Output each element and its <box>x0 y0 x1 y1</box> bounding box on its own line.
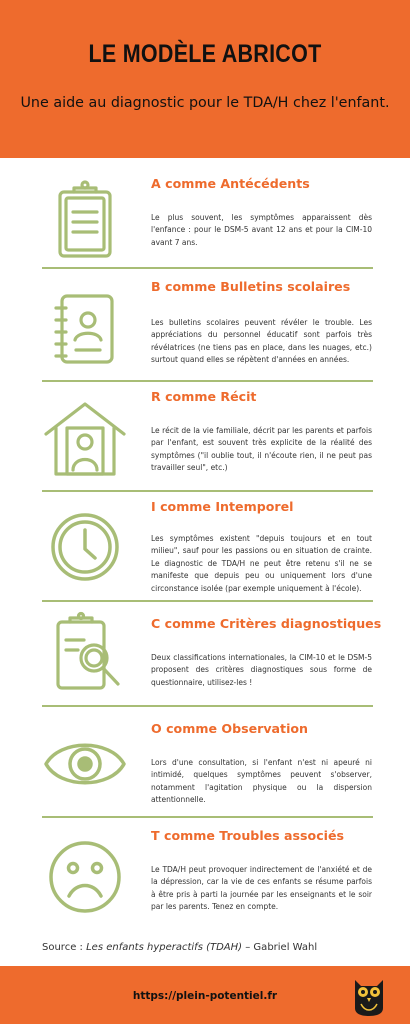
section-divider <box>42 600 373 602</box>
eye-icon <box>42 721 128 807</box>
section-text: Les bulletins scolaires peuvent révéler le trouble. Les appréciations du personnel éducatif sont parfois très révélatrices (ne tiens pas en place, dans les nuages, etc.) surtout quand elles se répètent d'années en années. <box>151 318 372 365</box>
page-subtitle: Une aide au diagnostic pour le TDA/H chez l'enfant. <box>20 95 390 111</box>
section-title: I comme Intemporel <box>151 499 294 514</box>
notebook-icon <box>42 286 128 372</box>
section-title: B comme Bulletins scolaires <box>151 279 351 294</box>
clipboard-search-icon <box>42 610 128 696</box>
source-label: Source : <box>42 942 83 953</box>
page-title: LE MODÈLE ABRICOT <box>88 40 322 68</box>
section-title: C comme Critères diagnostiques <box>151 616 382 631</box>
section-title: A comme Antécédents <box>151 176 310 191</box>
section-divider <box>42 380 373 382</box>
source-book: Les enfants hyperactifs (TDAH) <box>86 942 243 953</box>
section-title: O comme Observation <box>151 721 309 736</box>
section-text: Lors d'une consultation, si l'enfant n'est ni apeuré ni intimidé, quelques symptômes peuvent s'observer, notamment l'agitation physique ou la dispersion attentionnelle. <box>151 758 372 805</box>
clipboard-icon <box>42 178 128 264</box>
source-author: – Gabriel Wahl <box>242 942 318 953</box>
section-title: R comme Récit <box>151 389 257 404</box>
section-divider <box>42 816 373 818</box>
house-person-icon <box>42 396 128 482</box>
section-divider <box>42 705 373 707</box>
section-title: T comme Troubles associés <box>151 828 345 843</box>
owl-logo-icon <box>347 972 391 1018</box>
section-text: Les symptômes existent "depuis toujours et en tout milieu", sauf pour les passions ou en situation de crainte. Le diagnostic de TDA/H ne peut être retenu s'il ne se manifeste que depuis peu ou uniquement lors d'une circonstance isolée (par exemple uniquement à l'école). <box>151 534 372 593</box>
source-citation <box>42 942 317 953</box>
website-link[interactable]: https://plein-potentiel.fr <box>132 990 278 1002</box>
section-text: Le plus souvent, les symptômes apparaissent dès l'enfance : pour le DSM-5 avant 12 ans et pour la CIM-10 avant 7 ans. <box>151 213 372 247</box>
section-text: Le TDA/H peut provoquer indirectement de l'anxiété et de la dépression, car la vie de ces enfants se résume parfois à être pris à parti la journée par les enseignants et le soir par les parents. Tenez en compte. <box>151 865 372 912</box>
sad-face-icon <box>42 834 128 920</box>
clock-icon <box>42 504 128 590</box>
section-divider <box>42 267 373 269</box>
section-text: Deux classifications internationales, la CIM-10 et le DSM-5 proposent des critères diagnostiques sous forme de questionnaire, utilisez-les ! <box>151 653 372 687</box>
footer-banner <box>0 966 410 1024</box>
section-text: Le récit de la vie familiale, décrit par les parents et parfois par l'enfant, est souvent très explicite de la réalité des symptômes ("il oublie tout, il n'écoute rien, il ne peut pas travailler seul", etc.) <box>151 426 372 473</box>
header-banner <box>0 0 410 158</box>
section-divider <box>42 490 373 492</box>
